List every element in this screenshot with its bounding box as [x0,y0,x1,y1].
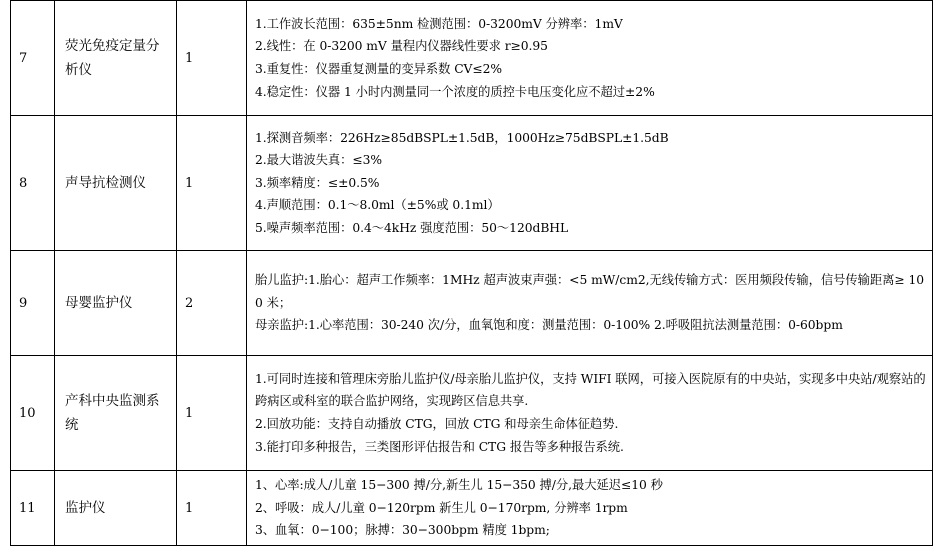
equipment-name: 监护仪 [55,471,177,546]
spec-line: 2.回放功能：支持自动播放 CTG，回放 CTG 和母亲生命体征趋势. [255,417,619,431]
equipment-spec [247,356,933,471]
spec-line: 1、心率:成人/儿童 15−300 搏/分,新生儿 15−350 搏/分,最大延迟≤10 秒 [255,478,663,493]
table-row [11,471,933,546]
spec-line: 3.重复性：仪器重复测量的变异系数 CV≤2% [255,62,503,76]
table-row [11,116,933,251]
spec-line: 2.线性：在 0-3200 mV 量程内仪器线性要求 r≥0.95 [255,39,548,54]
spec-line: 3.频率精度：≤±0.5% [255,175,380,190]
spec-line: 5.噪声频率范围：0.4～4kHz 强度范围：50～120dBHL [255,220,569,235]
equipment-spec-table [10,0,933,546]
table-row [11,1,933,116]
spec-paragraph: 1.可同时连接和管理床旁胎儿监护仪/母亲胎儿监护仪，支持 WIFI 联网，可接入医院原有的中央站，实现多中央站/观察站的跨病区或科室的联合监护网络，实现跨区信息共享. [255,371,926,409]
spec-line: 1.工作波长范围：635±5nm 检测范围：0-3200mV 分辨率：1mV [255,16,623,31]
row-number: 10 [11,356,55,471]
spec-paragraph: 母亲监护:1.心率范围：30-240 次/分，血氧饱和度：测量范围：0-100% 2.呼吸阻抗法测量范围：0-60bpm [255,318,843,333]
row-number: 9 [11,251,55,356]
spec-line: 3、血氧：0−100；脉搏：30−300bpm 精度 1bpm; [255,523,550,538]
equipment-quantity: 1 [177,1,247,116]
table-row [11,251,933,356]
spec-line: 3.能打印多种报告，三类图形评估报告和 CTG 报告等多种报告系统. [255,439,624,454]
equipment-quantity: 2 [177,251,247,356]
equipment-name: 产科中央监测系统 [55,356,177,471]
equipment-name: 声导抗检测仪 [55,116,177,251]
spec-line: 2、呼吸：成人/儿童 0−120rpm 新生儿 0−170rpm, 分辨率 1rpm [255,500,628,515]
spec-line: 2.最大谐波失真：≤3% [255,153,383,168]
equipment-name: 荧光免疫定量分析仪 [55,1,177,116]
equipment-spec [247,116,933,251]
spec-line: 4.稳定性：仪器 1 小时内测量同一个浓度的质控卡电压变化应不超过±2% [255,84,655,99]
equipment-quantity: 1 [177,471,247,546]
spec-line: 4.声顺范围：0.1～8.0ml（±5%或 0.1ml） [255,198,500,213]
spec-paragraph: 胎儿监护:1.胎心：超声工作频率：1MHz 超声波束声强：<5 mW/cm2,无线传输方式：医用频段传输，信号传输距离≥ 100 米； [255,273,925,310]
equipment-quantity: 1 [177,356,247,471]
equipment-spec [247,1,933,116]
equipment-quantity: 1 [177,116,247,251]
equipment-spec [247,471,933,546]
row-number: 8 [11,116,55,251]
equipment-name: 母婴监护仪 [55,251,177,356]
equipment-spec [247,251,933,356]
spec-line: 1.探测音频率：226Hz≥85dBSPL±1.5dB，1000Hz≥75dBSPL±1.5dB [255,130,669,145]
row-number: 11 [11,471,55,546]
table-row [11,356,933,471]
row-number: 7 [11,1,55,116]
